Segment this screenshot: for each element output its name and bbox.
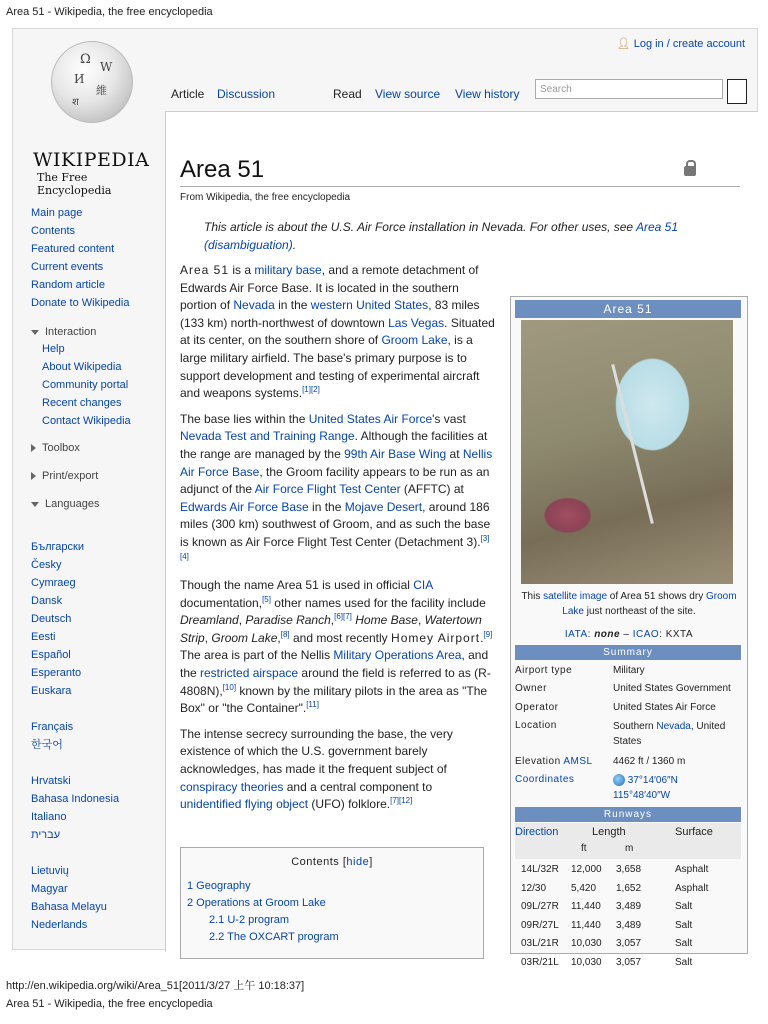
language-item[interactable]: Deutsch bbox=[31, 613, 72, 625]
article-link[interactable]: CIA bbox=[413, 578, 433, 593]
article-link[interactable]: Nevada bbox=[233, 298, 275, 313]
language-item[interactable]: Bahasa Melayu bbox=[31, 901, 107, 913]
article-link[interactable]: 99th Air Base Wing bbox=[344, 446, 447, 461]
caption-link[interactable]: satellite image bbox=[543, 591, 608, 602]
language-item[interactable]: Nederlands bbox=[31, 919, 88, 931]
paragraph bbox=[180, 577, 496, 718]
interaction-item[interactable]: Help bbox=[42, 343, 65, 355]
text-run: known by the military pilots in the area as "The Box" or "the Container". bbox=[180, 683, 488, 716]
sidebar-item[interactable]: Current events bbox=[31, 261, 104, 273]
text-run: , and the bbox=[180, 648, 489, 681]
runways-header: Runways bbox=[515, 807, 741, 822]
infobox-row: Coordinates 37°14′06″N 115°48′40″W bbox=[515, 774, 678, 801]
infobox-title: Area 51 bbox=[515, 300, 741, 318]
text-run: , around 186 miles (300 km) southwest of Groom, and as such the base is known as Air Force Flight Test Center (Detachment 3). bbox=[180, 499, 491, 549]
coordinates-lat[interactable]: 37°14′06″N bbox=[627, 775, 678, 786]
article-body bbox=[180, 262, 496, 822]
footer-title: Area 51 - Wikipedia, the free encyclopedia bbox=[6, 998, 213, 1010]
article-link[interactable]: military base bbox=[254, 263, 322, 277]
infobox-row: Location Southern Nevada, United States bbox=[515, 720, 726, 747]
wordmark: WIKIPEDIA bbox=[33, 149, 150, 171]
iata-link[interactable]: IATA bbox=[564, 629, 588, 640]
toc-title: Contents bbox=[291, 856, 340, 868]
toc-item[interactable]: 2.2 The OXCART program bbox=[209, 931, 339, 943]
language-item[interactable]: Bahasa Indonesia bbox=[31, 793, 120, 805]
text-run: 's vast bbox=[432, 411, 466, 426]
footer-url: http://en.wikipedia.org/wiki/Area_51[2011/3/27 上午 10:18:37] bbox=[6, 980, 305, 992]
toc-hide-toggle[interactable]: hide bbox=[346, 856, 370, 868]
article-link[interactable]: Groom Lake bbox=[381, 333, 448, 348]
runway-dir: 12/30 bbox=[521, 882, 547, 894]
citation-link[interactable]: [5] bbox=[262, 594, 271, 604]
text-run: , bbox=[277, 630, 281, 645]
sidebar-item[interactable]: Donate to Wikipedia bbox=[31, 297, 130, 309]
text-run: around the field is referred to as (R-4808N), bbox=[180, 666, 491, 698]
article-link[interactable]: United States Air Force bbox=[308, 411, 433, 426]
caption-link[interactable]: Groom Lake bbox=[562, 591, 737, 617]
text-run: The base lies within the bbox=[180, 411, 309, 426]
icao-link[interactable]: ICAO bbox=[632, 629, 660, 640]
runway-surface: Salt bbox=[675, 956, 693, 968]
text-run: . Although the facilities at the range are managed by the bbox=[180, 429, 488, 461]
article-link[interactable]: unidentified flying object bbox=[180, 797, 309, 812]
text-run: , bbox=[330, 613, 335, 628]
text-run: Area 51 bbox=[180, 263, 230, 277]
airport-codes: IATA: none – ICAO: KXTA bbox=[564, 629, 694, 640]
italic-text: Dreamland bbox=[180, 613, 239, 628]
text-run: , 83 miles (133 km) north-northwest of downtown bbox=[180, 298, 480, 330]
runway-ft: 11,440 bbox=[571, 919, 601, 931]
language-item[interactable]: Lietuvių bbox=[31, 865, 69, 877]
citation-link[interactable]: [8] bbox=[280, 629, 290, 639]
globe-icon bbox=[613, 774, 625, 786]
sidebar-item[interactable]: Featured content bbox=[31, 243, 115, 255]
language-item[interactable]: Italiano bbox=[31, 811, 67, 823]
icao-value: KXTA bbox=[665, 629, 694, 640]
toc-item[interactable]: 1 Geography bbox=[187, 880, 251, 892]
language-item[interactable]: Esperanto bbox=[31, 667, 82, 679]
text-run: in the bbox=[274, 298, 311, 313]
runway-m: 3,057 bbox=[616, 956, 642, 968]
runway-m-header: m bbox=[625, 843, 634, 854]
language-item[interactable]: Euskara bbox=[31, 685, 72, 697]
tab-read[interactable]: Read bbox=[333, 87, 362, 101]
sidebar-navigation bbox=[31, 204, 166, 312]
runway-surface-header: Surface bbox=[675, 826, 713, 838]
text-run: , bbox=[204, 630, 212, 645]
site-sub: From Wikipedia, the free encyclopedia bbox=[180, 192, 351, 203]
runway-dir: 03L/21R bbox=[521, 938, 559, 949]
article-link[interactable]: Nevada Test and Training Range bbox=[180, 429, 355, 444]
lock-icon bbox=[684, 166, 696, 176]
language-item[interactable]: Español bbox=[31, 649, 71, 661]
sidebar-item[interactable]: Main page bbox=[31, 207, 83, 219]
article-link[interactable]: restricted airspace bbox=[200, 666, 299, 681]
coordinates-lon[interactable]: 115°48′40″W bbox=[613, 790, 671, 801]
language-list bbox=[31, 538, 166, 700]
interaction-item[interactable]: Community portal bbox=[42, 379, 129, 391]
language-item[interactable]: Hrvatski bbox=[31, 775, 71, 787]
text-run: The area is part of the Nellis bbox=[180, 648, 334, 663]
citation-link[interactable]: [9] bbox=[483, 629, 493, 639]
language-item[interactable]: Česky bbox=[31, 559, 62, 571]
article-link[interactable]: Military Operations Area bbox=[333, 648, 462, 663]
italic-text: Watertown Strip bbox=[180, 613, 482, 645]
location-link[interactable]: Nevada bbox=[656, 721, 691, 732]
paragraph bbox=[180, 726, 496, 814]
collapse-arrow-icon bbox=[31, 330, 39, 335]
text-run: in the bbox=[308, 499, 345, 514]
sidebar bbox=[31, 204, 166, 934]
collapse-arrow-icon bbox=[31, 502, 39, 507]
text-run: (UFO) folklore. bbox=[308, 797, 391, 812]
iata-value: none bbox=[594, 629, 621, 640]
text-run: , is a large military airfield. The base's primary purpose is to support development and testing of experimental aircraft and weapons systems. bbox=[180, 333, 480, 401]
language-item[interactable]: Dansk bbox=[31, 595, 63, 607]
interaction-item[interactable]: Contact Wikipedia bbox=[42, 415, 131, 427]
text-run: (AFFTC) at bbox=[400, 482, 464, 497]
search-button[interactable] bbox=[727, 79, 747, 104]
runway-ft: 10,030 bbox=[571, 938, 602, 949]
runway-ft: 10,030 bbox=[571, 956, 602, 968]
runway-ft-header: ft bbox=[581, 843, 587, 854]
text-run: other names used for the facility include bbox=[270, 595, 486, 610]
runway-m: 3,057 bbox=[616, 938, 642, 949]
text-run: is a bbox=[229, 263, 255, 277]
infobox: Area 51 This satellite image of Area 51 shows dry Groom Lake just northeast of the site. IATA: none – ICAO: KXTA Summary Airport type Military Owner United States Government Operator United States Air Force Location Southern Nevada, United States Elevation AMSL 4462 ft / 1360 m Coordinates 37°14′06″N 115°48′40″W Runways Direction Length Surface ft m 14L/32R 12,000 3,658 Asphalt 12/30 5,420 1,652 Asphalt 09L/27R 11,440 3,489 Salt 09R/27L 11,440 3,489 Salt 03L/21R 10,030 3,057 Salt 03R/21L 10,030 3,057 Salt bbox=[510, 296, 748, 954]
text-run: and a central component to bbox=[283, 779, 433, 794]
runway-ft: 5,420 bbox=[571, 882, 597, 894]
text-run: , and a remote detachment of Edwards Air Force Base. It is located in the southern portion of bbox=[180, 263, 479, 313]
runway-m: 3,658 bbox=[616, 864, 642, 875]
browser-page-title: Area 51 - Wikipedia, the free encyclopedia bbox=[6, 6, 213, 18]
italic-text: Paradise Ranch bbox=[245, 613, 331, 628]
citation-link[interactable]: [3][4] bbox=[180, 533, 490, 561]
sidebar-item[interactable]: Random article bbox=[31, 279, 105, 291]
wikipedia-page bbox=[12, 28, 758, 968]
summary-header: Summary bbox=[515, 645, 741, 660]
citation-link[interactable]: [10] bbox=[222, 682, 237, 692]
article-link[interactable]: conspiracy theories bbox=[180, 779, 284, 794]
runway-direction-header[interactable]: Direction bbox=[515, 826, 559, 838]
languages-header[interactable]: Languages bbox=[31, 490, 166, 518]
title-divider bbox=[180, 186, 740, 187]
tab-view-source[interactable]: View source bbox=[375, 87, 441, 101]
runway-m: 3,489 bbox=[616, 919, 642, 931]
runway-surface: Salt bbox=[675, 901, 693, 912]
citation-link[interactable]: [6][7] bbox=[334, 612, 352, 622]
text-run: at bbox=[446, 446, 463, 461]
expand-arrow-icon bbox=[31, 444, 36, 452]
language-item[interactable]: עברית bbox=[31, 829, 61, 841]
hatnote: This article is about the U.S. Air Force installation in Nevada. For other uses, see Area 51 (disambiguation). bbox=[204, 220, 679, 252]
runway-strip bbox=[611, 364, 654, 524]
toolbox-header[interactable]: Toolbox bbox=[31, 434, 166, 462]
runway-header-row bbox=[515, 823, 741, 859]
runway-surface: Asphalt bbox=[675, 882, 709, 894]
language-item[interactable]: Français bbox=[31, 721, 74, 733]
runway-dir: 09R/27L bbox=[521, 919, 559, 931]
user-icon: 👤︎ bbox=[616, 38, 631, 50]
text-run: The intense secrecy surrounding the base, the very existence of which the U.S. government barely acknowledges, has made it the frequent subject of bbox=[180, 726, 453, 777]
text-run: , bbox=[238, 613, 246, 628]
article-link[interactable]: Edwards Air Force Base bbox=[180, 499, 309, 514]
text-run: documentation, bbox=[180, 595, 263, 610]
tab-article[interactable]: Article bbox=[171, 87, 205, 101]
page-title: Area 51 bbox=[180, 156, 265, 183]
runway-surface: Salt bbox=[675, 919, 693, 931]
runway-dir: 09L/27R bbox=[521, 901, 559, 912]
text-run: Though the name Area 51 is used in official bbox=[180, 578, 414, 593]
runway-m: 3,489 bbox=[616, 901, 642, 912]
article-link[interactable]: Las Vegas bbox=[388, 315, 445, 330]
amsl-link[interactable]: AMSL bbox=[563, 756, 593, 767]
runway-dir: 03R/21L bbox=[521, 956, 559, 968]
runway-surface: Asphalt bbox=[675, 864, 709, 875]
language-list bbox=[31, 718, 166, 754]
text-run: Homey Airport bbox=[391, 630, 481, 645]
language-item[interactable]: Cymraeg bbox=[31, 577, 76, 589]
runway-ft: 12,000 bbox=[571, 864, 602, 875]
toc-item[interactable]: 2.1 U-2 program bbox=[209, 914, 290, 926]
tab-discussion[interactable]: Discussion bbox=[217, 87, 276, 101]
tagline: The Free Encyclopedia bbox=[37, 171, 112, 197]
satellite-image[interactable] bbox=[521, 320, 733, 584]
interaction-item[interactable]: About Wikipedia bbox=[42, 361, 122, 373]
login-link[interactable]: 👤︎ Log in / create account bbox=[616, 38, 745, 50]
article-link[interactable]: Air Force Flight Test Center bbox=[254, 482, 401, 497]
interaction-item[interactable]: Recent changes bbox=[42, 397, 122, 409]
language-item[interactable]: Eesti bbox=[31, 631, 56, 643]
text-run: . Situated at its center, on the southern shore of bbox=[180, 315, 495, 348]
runway-dir: 14L/32R bbox=[521, 864, 559, 875]
search-input[interactable]: Search bbox=[535, 79, 723, 99]
paragraph bbox=[180, 411, 496, 569]
puzzle-globe-icon: Ω W И 維 श bbox=[51, 41, 133, 123]
article-link[interactable]: Mojave Desert bbox=[344, 499, 423, 514]
content-area bbox=[165, 111, 758, 968]
runway-length-header: Length bbox=[592, 826, 626, 838]
sidebar-item[interactable]: Contents bbox=[31, 225, 76, 237]
text-run: , the Groom facility appears to be run as an adjunct of the bbox=[180, 464, 490, 497]
runway-surface: Salt bbox=[675, 938, 693, 949]
infobox-caption: This satellite image of Area 51 shows dry Groom Lake just northeast of the site. bbox=[521, 591, 737, 617]
disambiguation-link[interactable]: Area 51 (disambiguation) bbox=[204, 220, 679, 252]
paragraph bbox=[180, 262, 496, 403]
article-link[interactable]: western United States bbox=[310, 298, 429, 313]
text-run: , bbox=[417, 613, 425, 628]
language-item[interactable]: Български bbox=[31, 541, 84, 553]
expand-arrow-icon bbox=[31, 472, 36, 480]
language-list bbox=[31, 862, 166, 934]
italic-text: Home Base bbox=[355, 613, 418, 628]
language-item[interactable]: 한국어 bbox=[31, 739, 63, 751]
interaction-header[interactable]: Interaction bbox=[31, 318, 166, 346]
language-list bbox=[31, 772, 166, 844]
toc-item[interactable]: 2 Operations at Groom Lake bbox=[187, 897, 326, 909]
runway-ft: 11,440 bbox=[571, 901, 601, 912]
runway-m: 1,652 bbox=[616, 882, 642, 894]
print-export-header[interactable]: Print/export bbox=[31, 462, 166, 490]
table-of-contents: Contents [hide] 1 Geography 2 Operations at Groom Lake 2.1 U-2 program 2.2 The OXCART program bbox=[180, 847, 484, 959]
citation-link[interactable]: [11] bbox=[306, 700, 319, 710]
citation-link[interactable]: [1][2] bbox=[302, 385, 320, 395]
text-run: and most recently bbox=[289, 630, 392, 645]
citation-link[interactable]: [7][12] bbox=[390, 796, 413, 806]
sidebar-interaction bbox=[31, 340, 166, 430]
text-run: . bbox=[480, 630, 484, 645]
article-link[interactable]: Nellis Air Force Base bbox=[180, 446, 493, 479]
tab-view-history[interactable]: View history bbox=[455, 87, 520, 101]
wikipedia-logo[interactable] bbox=[33, 37, 153, 197]
italic-text: Groom Lake bbox=[211, 630, 278, 645]
language-item[interactable]: Magyar bbox=[31, 883, 68, 895]
